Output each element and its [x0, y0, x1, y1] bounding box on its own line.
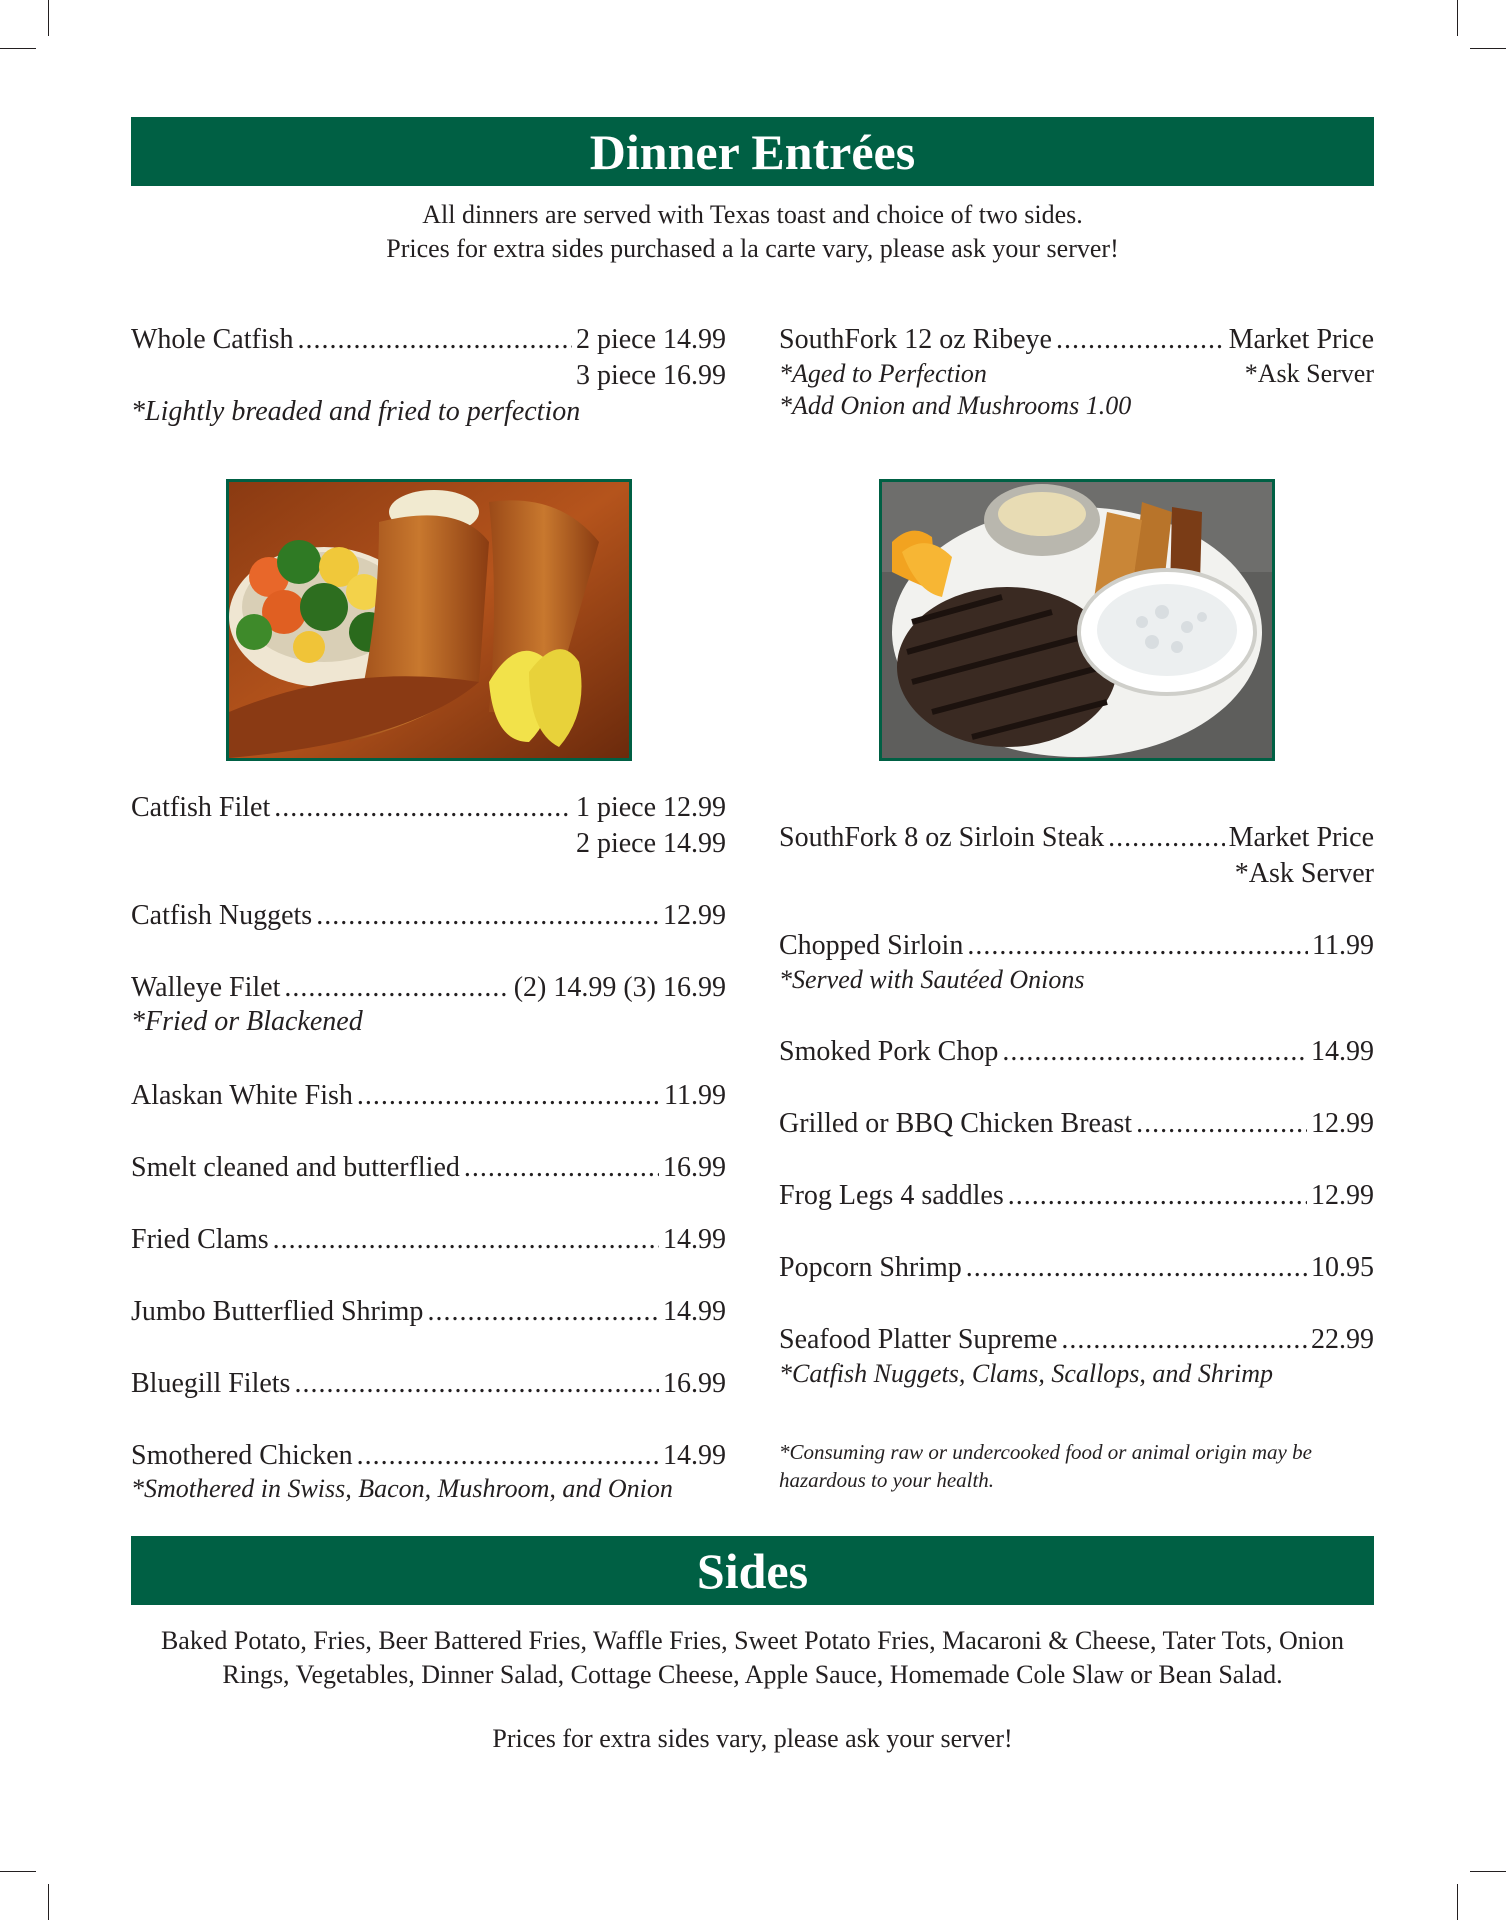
item-price: 22.99	[1311, 1324, 1374, 1355]
item-price: 14.99	[663, 1224, 726, 1255]
sides-list-line: Rings, Vegetables, Dinner Salad, Cottage Cheese, Apple Sauce, Homemade Cole Slaw or Bean Salad.	[222, 1660, 1283, 1689]
sides-list-line: Baked Potato, Fries, Beer Battered Fries, Waffle Fries, Sweet Potato Fries, Macaroni & Cheese, Tater Tots, Onion	[160, 1626, 1345, 1655]
menu-item-jumbo-shrimp	[131, 1294, 726, 1330]
item-price: 14.99	[663, 1440, 726, 1471]
item-name: Bluegill Filets	[131, 1368, 291, 1399]
item-note: *Add Onion and Mushrooms 1.00	[779, 391, 1132, 420]
item-name: Fried Clams	[131, 1224, 269, 1255]
item-name: Seafood Platter Supreme	[779, 1324, 1058, 1355]
leader-dots	[1002, 1034, 1307, 1070]
menu-item-chicken-breast	[779, 1106, 1374, 1142]
leader-dots	[316, 898, 659, 934]
item-price: 2 piece 14.99	[575, 324, 726, 355]
item-name: Smothered Chicken	[131, 1440, 353, 1471]
item-name: Jumbo Butterflied Shrimp	[131, 1296, 424, 1327]
steak-plate-illustration	[882, 482, 1272, 758]
item-name: Popcorn Shrimp	[779, 1252, 962, 1283]
item-name: Frog Legs 4 saddles	[779, 1180, 1004, 1211]
item-price: Market Price	[1228, 324, 1374, 355]
menu-item-smelt	[131, 1150, 726, 1186]
item-price: 1 piece 12.99	[575, 792, 726, 823]
item-price: 3 piece 16.99	[575, 360, 726, 391]
menu-item-whole-catfish	[131, 322, 726, 430]
item-name: Walleye Filet	[131, 972, 281, 1003]
item-price: (2) 14.99 (3) 16.99	[513, 972, 726, 1003]
menu-item-sirloin-steak	[779, 820, 1374, 892]
leader-dots	[357, 1078, 660, 1114]
item-name: SouthFork 8 oz Sirloin Steak	[779, 822, 1105, 853]
item-name: Catfish Nuggets	[131, 900, 313, 931]
sides-list	[131, 1624, 1374, 1692]
item-price: Market Price	[1228, 822, 1374, 853]
sides-footer: Prices for extra sides vary, please ask your server!	[492, 1724, 1013, 1753]
item-price: 12.99	[1311, 1108, 1374, 1139]
leader-dots	[294, 1366, 659, 1402]
menu-item-chopped-sirloin	[779, 928, 1374, 996]
leader-dots	[1136, 1106, 1307, 1142]
item-note: *Aged to Perfection	[779, 359, 987, 388]
sides-heading: Sides	[131, 1536, 1374, 1605]
item-price: 14.99	[1311, 1036, 1374, 1067]
crop-mark	[1470, 48, 1506, 49]
leader-dots	[357, 1438, 659, 1474]
item-name: Alaskan White Fish	[131, 1080, 353, 1111]
item-note: *Smothered in Swiss, Bacon, Mushroom, and Onion	[131, 1474, 673, 1503]
leader-dots	[1056, 322, 1225, 358]
item-price: 2 piece 14.99	[575, 828, 726, 859]
menu-item-walleye-filet	[131, 970, 726, 1038]
item-name: Grilled or BBQ Chicken Breast	[779, 1108, 1133, 1139]
item-note: *Catfish Nuggets, Clams, Scallops, and Shrimp	[779, 1359, 1274, 1388]
item-price: 12.99	[663, 900, 726, 931]
crop-mark	[0, 48, 36, 49]
menu-item-pork-chop	[779, 1034, 1374, 1070]
menu-item-catfish-nuggets	[131, 898, 726, 934]
item-note: *Fried or Blackened	[131, 1006, 363, 1037]
crop-mark	[1470, 1871, 1506, 1872]
leader-dots	[273, 1222, 659, 1258]
intro-line: All dinners are served with Texas toast and choice of two sides.	[422, 200, 1083, 229]
leader-dots	[274, 790, 572, 826]
crop-mark	[48, 0, 49, 36]
crop-mark	[0, 1871, 36, 1872]
item-price: 12.99	[1311, 1180, 1374, 1211]
item-price: 16.99	[663, 1152, 726, 1183]
leader-dots	[427, 1294, 659, 1330]
leader-dots	[967, 928, 1308, 964]
disclaimer-line: *Consuming raw or undercooked food or animal origin may be	[779, 1440, 1312, 1464]
item-note: *Lightly breaded and fried to perfection	[131, 396, 581, 427]
disclaimer-line: hazardous to your health.	[779, 1468, 995, 1492]
item-name: Smoked Pork Chop	[779, 1036, 999, 1067]
leader-dots	[1061, 1322, 1307, 1358]
item-name: Catfish Filet	[131, 792, 271, 823]
crop-mark	[48, 1884, 49, 1920]
leader-dots	[298, 322, 572, 358]
item-name: Smelt cleaned and butterflied	[131, 1152, 460, 1183]
item-name: Whole Catfish	[131, 324, 294, 355]
leader-dots	[966, 1250, 1307, 1286]
menu-item-ribeye	[779, 322, 1374, 422]
item-name: Chopped Sirloin	[779, 930, 964, 961]
menu-item-alaskan-white-fish	[131, 1078, 726, 1114]
catfish-plate-illustration	[229, 482, 629, 758]
item-name: SouthFork 12 oz Ribeye	[779, 324, 1052, 355]
menu-item-popcorn-shrimp	[779, 1250, 1374, 1286]
menu-item-fried-clams	[131, 1222, 726, 1258]
menu-item-frog-legs	[779, 1178, 1374, 1214]
item-price: 11.99	[1312, 930, 1374, 961]
crop-mark	[1457, 0, 1458, 36]
leader-dots	[464, 1150, 659, 1186]
crop-mark	[1457, 1884, 1458, 1920]
ask-server-note: *Ask Server	[1244, 359, 1374, 388]
item-price: *Ask Server	[1234, 858, 1374, 889]
leader-dots	[1008, 1178, 1307, 1214]
menu-item-catfish-filet	[131, 790, 726, 862]
item-note: *Served with Sautéed Onions	[779, 965, 1085, 994]
menu-item-seafood-platter	[779, 1322, 1374, 1390]
health-disclaimer	[779, 1438, 1374, 1494]
menu-item-bluegill	[131, 1366, 726, 1402]
item-price: 14.99	[663, 1296, 726, 1327]
item-price: 11.99	[664, 1080, 726, 1111]
steak-dinner-photo	[879, 479, 1275, 761]
catfish-dinner-photo	[226, 479, 632, 761]
leader-dots	[1108, 820, 1224, 856]
leader-dots	[284, 970, 509, 1006]
dinner-entrees-heading: Dinner Entrées	[131, 117, 1374, 186]
item-price: 10.95	[1311, 1252, 1374, 1283]
intro-line: Prices for extra sides purchased a la carte vary, please ask your server!	[386, 234, 1119, 263]
item-price: 16.99	[663, 1368, 726, 1399]
menu-item-smothered-chicken	[131, 1438, 726, 1504]
